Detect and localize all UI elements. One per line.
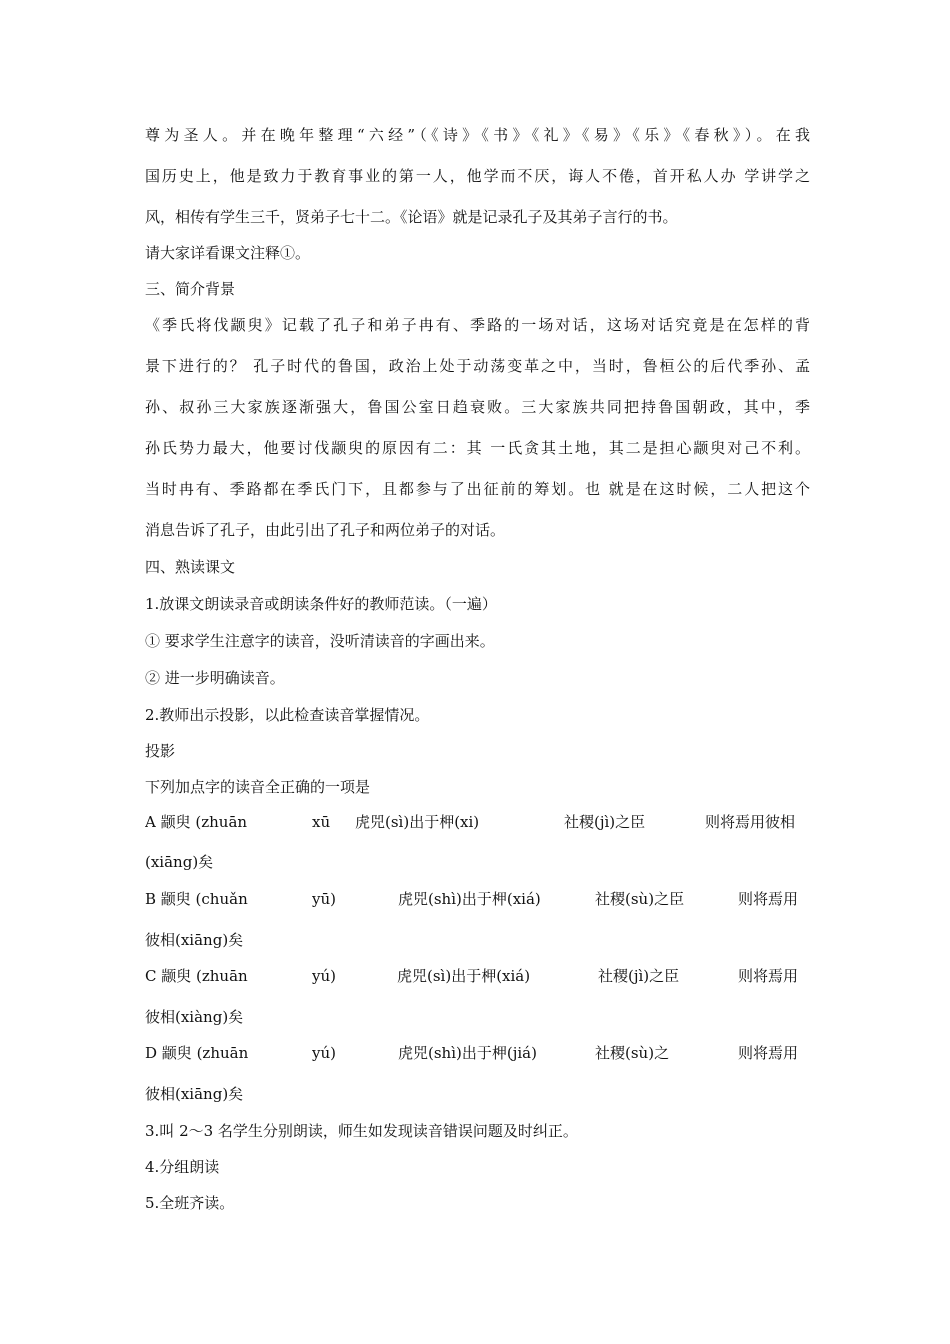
option-b-phrase1: 虎兕(shì)出于柙(xiá) — [398, 890, 541, 908]
option-c-word: C 颛臾 (zhuān — [145, 967, 248, 985]
option-c-phrase1: 虎兕(sì)出于柙(xiá) — [397, 967, 531, 985]
paragraph-line: 孙氏势力最大，他要讨伐颛臾的原因有二：其 一氏贪其土地，其二是担心颛臾对己不利。 — [145, 439, 810, 457]
question-text: 下列加点字的读音全正确的一项是 — [145, 778, 371, 796]
paragraph-line: 风，相传有学生三千，贤弟子七十二。《论语》就是记录孔子及其弟子言行的书。 — [145, 208, 678, 226]
paragraph-line: 请大家详看课文注释①。 — [145, 244, 311, 262]
list-item: 5.全班齐读。 — [145, 1194, 235, 1212]
list-item: 2.教师出示投影，以此检查读音掌握情况。 — [145, 706, 430, 724]
option-d-continuation: 彼相(xiāng)矣 — [145, 1085, 244, 1103]
section-heading: 四、熟读课文 — [145, 558, 236, 576]
option-c-phrase3: 则将焉用 — [738, 967, 799, 985]
option-a-word: A 颛臾 (zhuān — [145, 813, 248, 831]
paragraph-line: 消息告诉了孔子，由此引出了孔子和两位弟子的对话。 — [145, 521, 506, 539]
paragraph-line: 孙、叔孙三大家族逐渐强大，鲁国公室日趋衰败。三大家族共同把持鲁国朝政，其中，季 — [145, 398, 810, 416]
paragraph-line: 《季氏将伐颛臾》记载了孔子和弟子冉有、季路的一场对话，这场对话究竟是在怎样的背 — [145, 316, 810, 334]
option-a-phrase3: 则将焉用彼相 — [705, 813, 796, 831]
paragraph-line: 尊为圣人。并在晚年整理“六经”（《诗》《书》《礼》《易》《乐》《春秋》）。在我 — [145, 126, 810, 144]
option-b-phrase2: 社稷(sù)之臣 — [595, 890, 685, 908]
list-item: ① 要求学生注意字的读音，没听清读音的字画出来。 — [145, 632, 495, 650]
paragraph-line: 当时冉有、季路都在季氏门下，且都参与了出征前的筹划。也 就是在这时候，二人把这个 — [145, 480, 810, 498]
list-item: ② 进一步明确读音。 — [145, 669, 285, 687]
option-d-phrase1: 虎兕(shì)出于柙(jiá) — [398, 1044, 537, 1062]
option-c-continuation: 彼相(xiàng)矣 — [145, 1008, 244, 1026]
option-d-phrase2: 社稷(sù)之 — [595, 1044, 670, 1062]
option-a-phrase1: 虎兕(sì)出于柙(xi) — [355, 813, 480, 831]
label-text: 投影 — [145, 742, 176, 760]
paragraph-line: 国历史上，他是致力于教育事业的第一人，他学而不厌，诲人不倦，首开私人办 学讲学之 — [145, 167, 810, 185]
option-b-continuation: 彼相(xiāng)矣 — [145, 931, 244, 949]
option-d-word: D 颛臾 (zhuān — [145, 1044, 249, 1062]
option-a-phrase2: 社稷(jì)之臣 — [564, 813, 646, 831]
option-b-word: B 颛臾 (chuǎn — [145, 890, 248, 908]
paragraph-line: 景下进行的？ 孔子时代的鲁国，政治上处于动荡变革之中，当时，鲁桓公的后代季孙、孟 — [145, 357, 810, 375]
option-d-reading: yú) — [312, 1044, 336, 1062]
option-c-phrase2: 社稷(jì)之臣 — [598, 967, 680, 985]
option-d-phrase3: 则将焉用 — [738, 1044, 799, 1062]
option-c-reading: yú) — [312, 967, 336, 985]
section-heading: 三、简介背景 — [145, 280, 236, 298]
list-item: 3.叫 2～3 名学生分别朗读，师生如发现读音错误问题及时纠正。 — [145, 1122, 578, 1140]
option-a-continuation: (xiāng)矣 — [145, 853, 214, 871]
option-a-reading: xū — [312, 813, 331, 831]
list-item: 4.分组朗读 — [145, 1158, 220, 1176]
option-b-reading: yū) — [312, 890, 336, 908]
list-item: 1.放课文朗读录音或朗读条件好的教师范读。（一遍） — [145, 595, 497, 613]
option-b-phrase3: 则将焉用 — [738, 890, 799, 908]
